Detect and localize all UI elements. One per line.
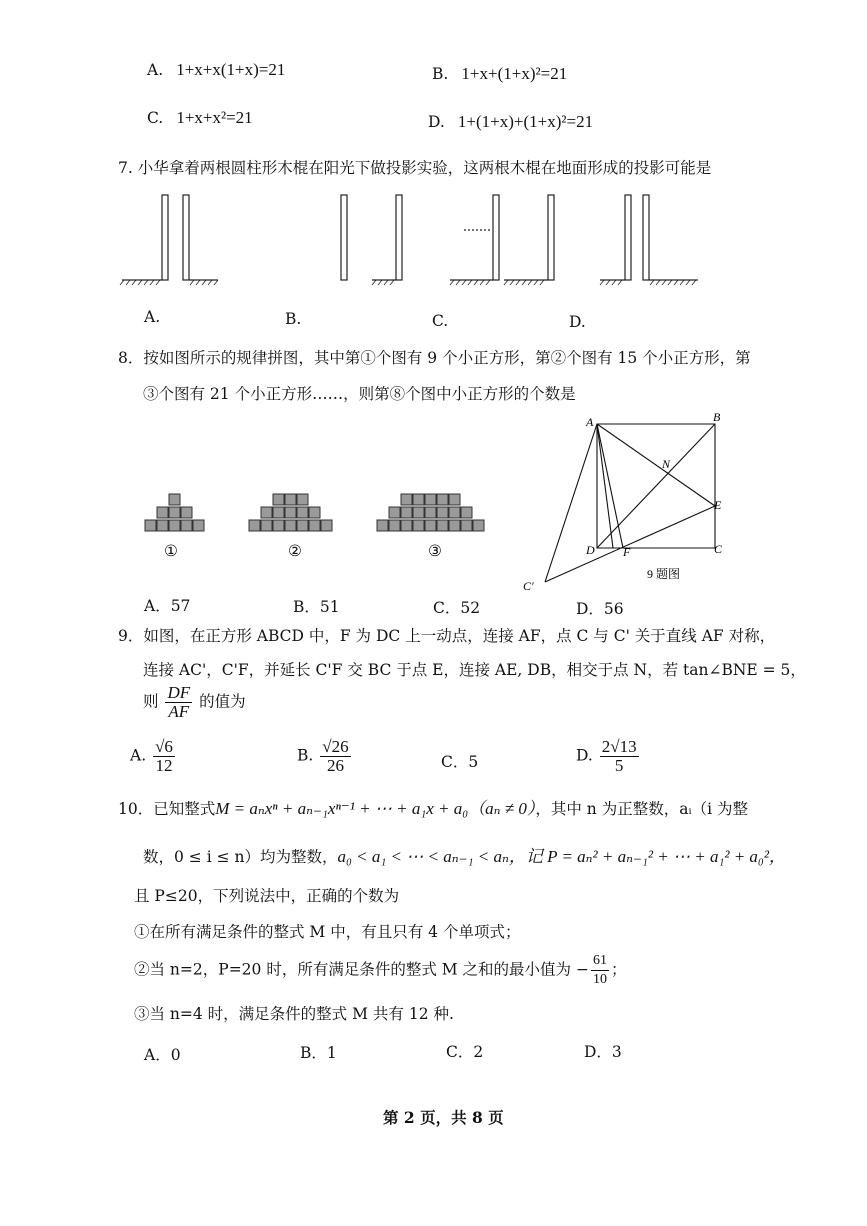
q9-geometry-figure	[515, 408, 755, 598]
segment-c-prime-e	[545, 506, 715, 582]
q7-figure-a	[122, 195, 218, 280]
q10-option-b: B．1	[300, 1044, 337, 1062]
q10-option-c: C．2	[446, 1043, 484, 1061]
q6-option-c-formula: 1+x+x²=21	[176, 108, 253, 127]
point-label-f: F	[623, 545, 631, 559]
q9-option-a-letter: A.	[130, 746, 147, 765]
q7-figure-d	[600, 195, 698, 280]
q9-question-line3	[143, 684, 246, 721]
q9-option-d	[576, 738, 641, 775]
q8-question-line2: ③个图有 21 个小正方形……，则第⑧个图中小正方形的个数是	[143, 385, 576, 403]
q9-option-d-letter: D.	[576, 746, 593, 765]
segment-ae	[597, 424, 715, 506]
q9-fraction-numerator: DF	[167, 683, 191, 702]
q7-option-a: A.	[144, 308, 161, 326]
q6-option-a-letter: A.	[147, 61, 164, 79]
q8-option-a: A．57	[144, 597, 191, 615]
q10-statement-2-text: ②当 n=2，P=20 时，所有满足条件的整式 M 之和的最小值为 −	[134, 960, 589, 979]
q8-pattern-3	[377, 494, 484, 531]
q6-option-b	[432, 64, 567, 84]
q8-pattern-1	[145, 494, 204, 531]
q10-integer-condition: 数，0 ≤ i ≤ n）均为整数，	[143, 848, 338, 866]
point-label-e: E	[714, 498, 722, 512]
q10-statement-2-fraction	[591, 952, 609, 989]
segment-db	[597, 424, 715, 548]
q9-option-d-num: 2√13	[601, 737, 637, 756]
q8-option-c: C．52	[433, 599, 481, 617]
q10-statement-3: ③当 n=4 时，满足条件的整式 M 共有 12 种.	[134, 1005, 454, 1023]
q8-figure-label-1: ①	[164, 542, 178, 560]
q8-question-line1: 8．按如图所示的规律拼图，其中第①个图有 9 个小正方形，第②个图有 15 个小正方形，第	[118, 349, 751, 367]
q7-figure-c	[450, 195, 554, 280]
q9-option-d-fraction	[600, 738, 639, 775]
q9-value-of: 的值为	[199, 692, 246, 711]
point-label-b: B	[713, 410, 721, 424]
point-label-d: D	[586, 543, 595, 557]
q10-option-d: D．3	[584, 1043, 622, 1061]
q7-shadow-figures	[110, 190, 730, 300]
q9-option-b-num: √26	[322, 737, 349, 756]
q10-statement-1: ①在所有满足条件的整式 M 中，有且只有 4 个单项式；	[134, 923, 521, 941]
q6-option-c	[147, 108, 253, 128]
q10-statement-2-den: 10	[592, 972, 607, 987]
q10-question-line3: 且 P≤20，下列说法中，正确的个数为	[134, 887, 400, 905]
q9-question-line2: 连接 AC'，C'F，并延长 C'F 交 BC 于点 E，连接 AE, DB，相交于点 N，若 tan∠BNE = 5，	[143, 661, 806, 679]
q9-option-b	[297, 738, 353, 775]
q6-option-b-formula: 1+x+(1+x)²=21	[461, 64, 568, 83]
q8-square-patterns	[130, 486, 510, 566]
point-label-a: A	[586, 415, 594, 429]
point-label-n: N	[662, 457, 671, 471]
q9-fraction-denominator: AF	[168, 702, 190, 721]
q10-option-a: A．0	[144, 1046, 181, 1064]
q9-option-a-den: 12	[155, 756, 173, 775]
q10-intro: 10．已知整式	[118, 800, 216, 818]
q6-option-a	[147, 60, 285, 80]
q9-option-d-den: 5	[614, 756, 624, 775]
q7-option-b: B.	[285, 310, 302, 328]
q9-fraction-df-af	[165, 684, 192, 721]
point-label-c-prime: C'	[523, 579, 534, 593]
segment-af	[597, 424, 623, 548]
q6-option-d	[428, 112, 593, 132]
q6-option-a-formula: 1+x+x(1+x)=21	[176, 60, 286, 79]
q8-figure-label-3: ③	[428, 542, 442, 560]
segment-a-inner	[597, 424, 613, 548]
page-footer: 第 2 页，共 8 页	[383, 1108, 504, 1127]
segment-ac-prime	[545, 424, 597, 582]
q9-option-a	[130, 738, 177, 775]
point-label-c: C	[714, 542, 723, 556]
q6-option-d-letter: D.	[428, 113, 445, 131]
q10-statement-2-end: ；	[610, 960, 627, 979]
q10-question-line2	[143, 842, 786, 867]
q9-option-b-den: 26	[326, 756, 344, 775]
q9-option-b-fraction	[320, 738, 350, 775]
q9-question-line1: 9．如图，在正方形 ABCD 中，F 为 DC 上一动点，连接 AF，点 C 与 C' 关于直线 AF 对称，	[118, 627, 776, 645]
q8-figure-label-2: ②	[288, 542, 302, 560]
q7-option-c: C.	[432, 312, 449, 330]
q8-pattern-2	[249, 494, 332, 531]
q8-option-b: B．51	[293, 598, 340, 616]
q10-ordering-and-p-formula: a₀ < a₁ < ⋯ < aₙ₋₁ < aₙ，记 P = aₙ² + aₙ₋₁² + ⋯ + a₁² + a₀²，	[337, 847, 786, 866]
q9-option-a-fraction	[153, 738, 175, 775]
q7-option-d: D.	[569, 313, 586, 331]
q6-option-b-letter: B.	[432, 65, 449, 83]
q10-statement-2-num: 61	[591, 952, 609, 971]
q10-condition: ，其中 n 为正整数，aᵢ（i 为整	[535, 800, 748, 818]
q9-option-b-letter: B.	[297, 746, 314, 765]
q9-option-c: C．5	[441, 753, 479, 771]
q7-question-text: 7. 小华拿着两根圆柱形木棍在阳光下做投影实验，这两根木棍在地面形成的投影可能是	[118, 159, 712, 177]
q10-question-line1	[118, 794, 748, 819]
q10-polynomial-formula: M = aₙxⁿ + aₙ₋₁xⁿ⁻¹ + ⋯ + a₁x + a₀（aₙ ≠ 0）	[215, 799, 536, 818]
q9-option-a-num: √6	[155, 737, 173, 756]
q8-option-d: D．56	[576, 600, 624, 618]
figure-caption: 9 题图	[647, 567, 681, 581]
q7-figure-b	[341, 195, 402, 280]
q10-statement-2	[134, 952, 626, 989]
q9-then: 则	[143, 692, 159, 711]
q6-option-d-formula: 1+(1+x)+(1+x)²=21	[457, 112, 594, 131]
q6-option-c-letter: C.	[147, 109, 164, 127]
